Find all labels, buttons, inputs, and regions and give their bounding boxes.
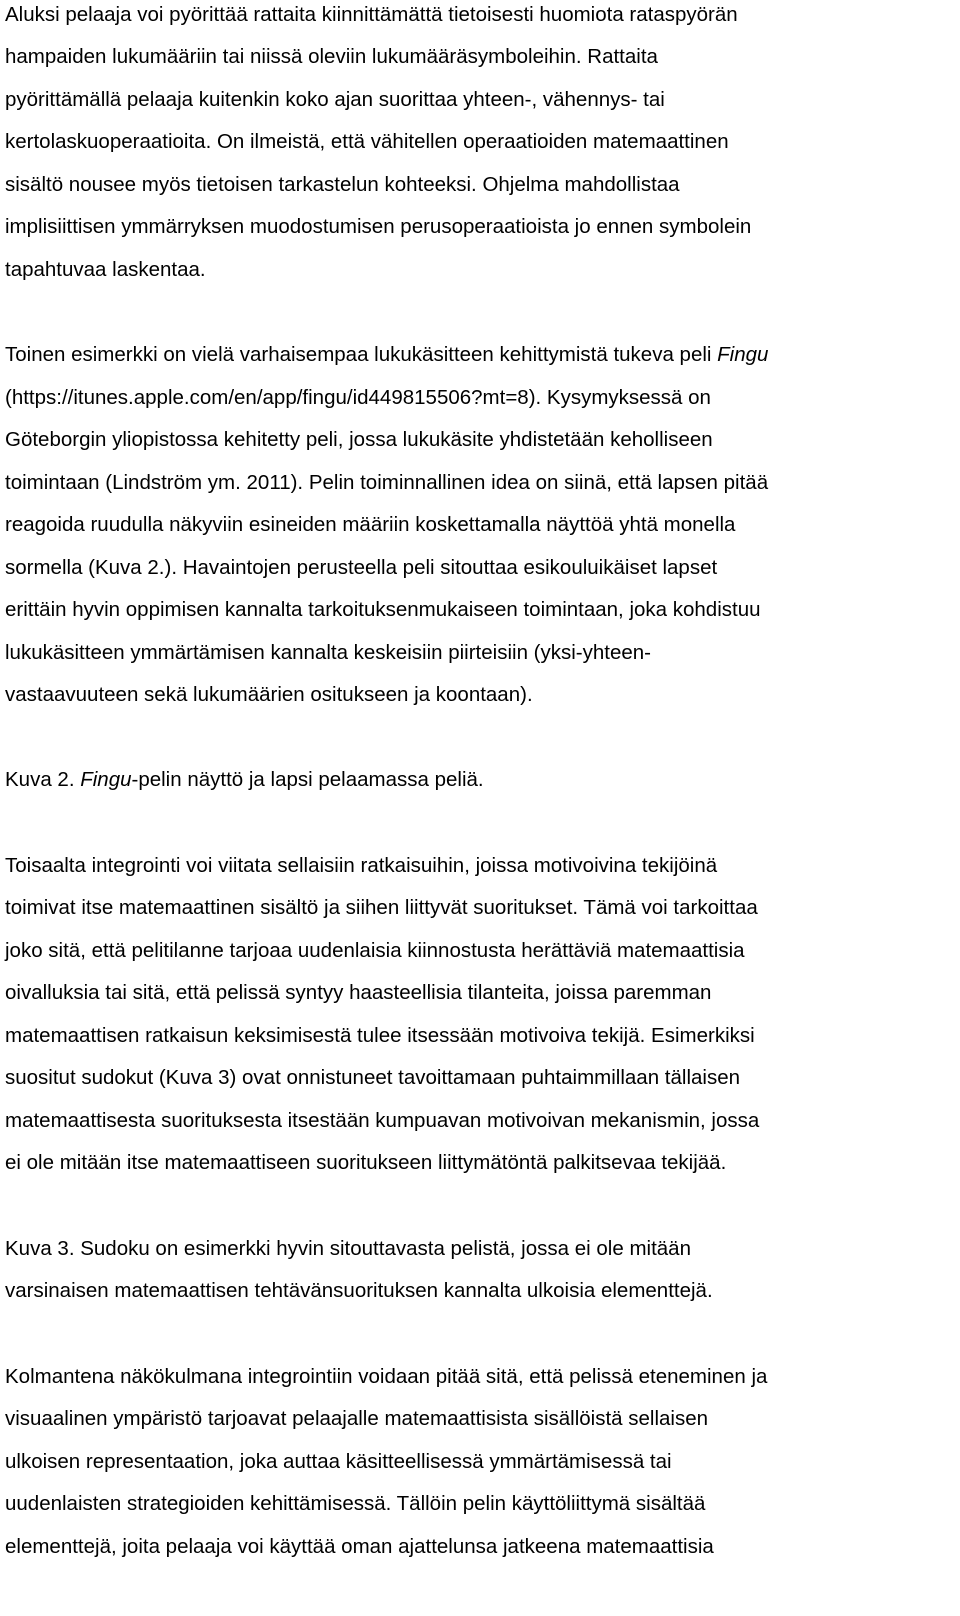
figure-caption-2 [5,767,484,793]
text-line: Göteborgin yliopistossa kehitetty peli, jossa lukukäsite yhdistetään keholliseen [5,428,713,451]
text-line: erittäin hyvin oppimisen kannalta tarkoituksenmukaiseen toimintaan, joka kohdistuu [5,598,761,621]
text-line: (https://itunes.apple.com/en/app/fingu/id449815506?mt=8). Kysymyksessä on [5,386,711,409]
text-line: hampaiden lukumääriin tai niissä oleviin lukumääräsymboleihin. Rattaita [5,45,658,68]
text-line: uudenlaisten strategioiden kehittämisessä. Tällöin pelin käyttöliittymä sisältää [5,1492,706,1515]
text-line: matemaattisen ratkaisun keksimisestä tulee itsessään motivoiva tekijä. Esimerkiksi [5,1024,755,1047]
text-line [5,342,768,368]
game-name-fingu: Fingu [717,343,769,366]
game-name-fingu: Fingu [80,768,132,791]
text-line: ulkoisen representaation, joka auttaa käsitteellisessä ymmärtämisessä tai [5,1450,672,1473]
text-line: matemaattisesta suorituksesta itsestään kumpuavan motivoivan mekanismin, jossa [5,1109,760,1132]
text-line: lukukäsitteen ymmärtämisen kannalta keskeisiin piirteisiin (yksi-yhteen- [5,641,652,664]
text-line: toimivat itse matemaattinen sisältö ja siihen liittyvät suoritukset. Tämä voi tarkoittaa [5,896,758,919]
text-line: toimintaan (Lindström ym. 2011). Pelin toiminnallinen idea on siinä, että lapsen pitää [5,471,769,494]
caption-text: -pelin näyttö ja lapsi pelaamassa peliä. [131,768,484,791]
text-line: joko sitä, että pelitilanne tarjoaa uudenlaisia kiinnostusta herättäviä matemaattisia [5,939,745,962]
text-line: elementtejä, joita pelaaja voi käyttää oman ajattelunsa jatkeena matemaattisia [5,1535,714,1558]
text-line: visuaalinen ympäristö tarjoavat pelaajalle matemaattisista sisällöistä sellaisen [5,1407,709,1430]
text-line: oivalluksia tai sitä, että pelissä syntyy haasteellisia tilanteita, joissa paremman [5,981,712,1004]
text-line: Toisaalta integrointi voi viitata sellaisiin ratkaisuihin, joissa motivoivina tekijöinä [5,854,718,877]
text-line: Aluksi pelaaja voi pyörittää rattaita kiinnittämättä tietoisesti huomiota rataspyörän [5,3,738,26]
text-line: tapahtuvaa laskentaa. [5,258,206,281]
text-line: Kolmantena näkökulmana integrointiin voidaan pitää sitä, että pelissä eteneminen ja [5,1365,768,1388]
text-line: sisältö nousee myös tietoisen tarkastelun kohteeksi. Ohjelma mahdollistaa [5,173,680,196]
text-line: Kuva 3. Sudoku on esimerkki hyvin sitouttavasta pelistä, jossa ei ole mitään [5,1237,691,1260]
caption-label: Kuva 2. [5,768,81,791]
text-line: kertolaskuoperaatioita. On ilmeistä, että vähitellen operaatioiden matemaattinen [5,130,729,153]
text-line: sormella (Kuva 2.). Havaintojen perusteella peli sitouttaa esikouluikäiset lapset [5,556,718,579]
text-run: Toinen esimerkki on vielä varhaisempaa lukukäsitteen kehittymistä tukeva peli [5,343,718,366]
text-line: varsinaisen matemaattisen tehtävänsuorituksen kannalta ulkoisia elementtejä. [5,1279,713,1302]
text-line: pyörittämällä pelaaja kuitenkin koko ajan suorittaa yhteen-, vähennys- tai [5,88,665,111]
text-line: ei ole mitään itse matemaattiseen suoritukseen liittymätöntä palkitsevaa tekijää. [5,1151,727,1174]
text-line: vastaavuuteen sekä lukumäärien ositukseen ja koontaan). [5,683,533,706]
text-line: implisiittisen ymmärryksen muodostumisen perusoperaatioista jo ennen symbolein [5,215,752,238]
text-line: suositut sudokut (Kuva 3) ovat onnistuneet tavoittamaan puhtaimmillaan tällaisen [5,1066,741,1089]
text-line: reagoida ruudulla näkyviin esineiden määriin koskettamalla näyttöä yhtä monella [5,513,736,536]
